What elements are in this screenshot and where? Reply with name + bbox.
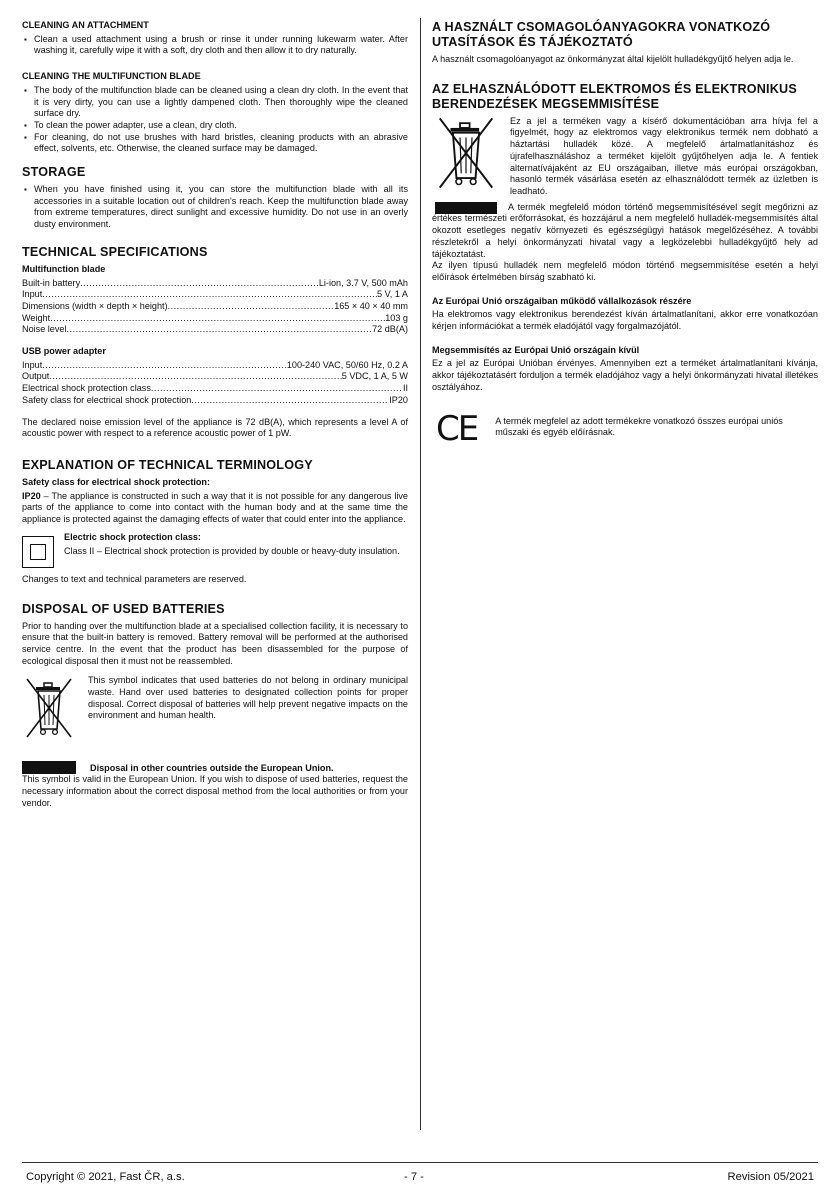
adapter-specs-table bbox=[22, 360, 408, 407]
cleaning-blade-list bbox=[22, 85, 408, 155]
battery-symbol-block bbox=[22, 677, 408, 739]
footer-copyright: Copyright © 2021, Fast ČR, a.s. bbox=[26, 1171, 185, 1183]
outside-eu-heading: Megsemmisítés az Európai Unió országain kívül bbox=[432, 344, 640, 355]
noise-note: The declared noise emission level of the appliance is 72 dB(A), which represents a level A of acoustic power with respect to a reference acoustic power of 1 pW. bbox=[22, 416, 408, 439]
storage-list bbox=[22, 184, 408, 231]
black-bar-icon bbox=[22, 761, 76, 774]
class-ii-block bbox=[22, 532, 408, 568]
weee-text-3: Az ilyen típusú hulladék nem megfelelő módon történő megsemmisítése esetén a helyi előírások értelmében bírság szabható ki. bbox=[432, 260, 818, 282]
safety-class-heading: Safety class for electrical shock protection: bbox=[22, 476, 211, 487]
changes-note: Changes to text and technical parameters are reserved. bbox=[22, 573, 247, 584]
packaging-heading: A HASZNÁLT CSOMAGOLÓANYAGOKRA VONATKOZÓ UTASÍTÁSOK ÉS TÁJÉKOZTATÓ bbox=[432, 20, 771, 49]
eu-business-text: Ha elektromos vagy elektronikus berendezést kíván ártalmatlanítani, akkor erre vonatkozóan kérjen információkat a termék eladójától vagy forgalmazójától. bbox=[432, 309, 818, 332]
spec-row: Dimensions (width × depth × height) ..... 165 × 40 × 40 mm bbox=[22, 301, 408, 313]
adapter-specs-heading: USB power adapter bbox=[22, 346, 106, 357]
footer-rule bbox=[22, 1162, 818, 1163]
other-countries-text: This symbol is valid in the European Union. If you wish to dispose of used batteries, request the necessary information about the correct disposal method from the local authorities or from your vendor. bbox=[22, 774, 408, 808]
spec-row: Output ..... 5 VDC, 1 A, 5 W bbox=[22, 371, 408, 383]
left-column bbox=[22, 20, 408, 809]
spec-row: Safety class for electrical shock protection ..... IP20 bbox=[22, 395, 408, 407]
class-heading: Electric shock protection class: bbox=[64, 531, 201, 542]
battery-symbol-text: This symbol indicates that used batteries do not belong in ordinary municipal waste. Hand over used batteries to designated collection points for proper disposal. Correct disposal of batteries will help prevent negative impacts on the environment and human health. bbox=[88, 675, 408, 721]
outside-eu-text: Ez a jel az Európai Unióban érvényes. Amennyiben ezt a terméket ártalmatlanítani kívánja, akkor tájékoztatásért forduljon a termék eladójához vagy a helyi önkormányzati hivatal illetékes osztályához. bbox=[432, 358, 818, 392]
eu-business-heading: Az Európai Unió országaiban működő vállalkozások részére bbox=[432, 295, 692, 306]
batteries-intro: Prior to handing over the multifunction blade at a specialised collection facility, it is necessary to ensure that the built-in battery is removed. Battery removal will be performed at the authorised service centre. In the event that the product has been disassembled for the purpose of ecological disposal then it must not be reassembled. bbox=[22, 620, 408, 666]
weee-heading: AZ ELHASZNÁLÓDOTT ELEKTROMOS ÉS ELEKTRONIKUS BERENDEZÉSEK MEGSEMMISÍTÉSE bbox=[432, 81, 797, 111]
spec-row: Built-in battery ..... Li-ion, 3.7 V, 500 mAh bbox=[22, 278, 408, 290]
ce-text: A termék megfelel az adott termékekre vonatkozó összes európai uniós műszaki és egyéb előírásnak. bbox=[495, 415, 783, 438]
blade-specs-table bbox=[22, 278, 408, 337]
cleaning-attachment-heading: CLEANING AN ATTACHMENT bbox=[22, 20, 149, 30]
spec-row: Input ..... 5 V, 1 A bbox=[22, 289, 408, 301]
other-countries-heading-row bbox=[22, 761, 408, 774]
crossed-bin-icon bbox=[24, 677, 74, 739]
spec-row: Noise level ..... 72 dB(A) bbox=[22, 324, 408, 336]
ce-block bbox=[432, 408, 818, 449]
batteries-heading: DISPOSAL OF USED BATTERIES bbox=[22, 601, 225, 616]
list-item: ▪ The body of the multifunction blade can be cleaned using a clean dry cloth. In the event that it is very dirty, you can use a lightly dampened cloth. Then thoroughly wipe the cleaned surface dry. bbox=[22, 85, 408, 120]
terminology-heading: EXPLANATION OF TECHNICAL TERMINOLOGY bbox=[22, 457, 313, 472]
list-item: ▪ Clean a used attachment using a brush or rinse it under running lukewarm water. After washing it, carefully wipe it with a soft, dry cloth and then allow it to dry naturally. bbox=[22, 34, 408, 57]
cleaning-blade-heading: CLEANING THE MULTIFUNCTION BLADE bbox=[22, 71, 201, 82]
storage-heading: STORAGE bbox=[22, 165, 86, 180]
spec-row: Input ..... 100-240 VAC, 50/60 Hz, 0.2 A bbox=[22, 360, 408, 372]
spec-row: Weight ..... 103 g bbox=[22, 313, 408, 325]
class-text: Class II – Electrical shock protection is provided by double or heavy-duty insulation. bbox=[64, 545, 400, 556]
ce-mark-icon: CE bbox=[436, 408, 478, 449]
list-item: ▪ For cleaning, do not use brushes with hard bristles, cleaning products with an abrasive effect, solvents, etc. Otherwise, the cleaned surface may be damaged. bbox=[22, 132, 408, 155]
footer-revision: Revision 05/2021 bbox=[727, 1171, 814, 1183]
ip20-label: IP20 bbox=[22, 490, 41, 501]
packaging-text: A használt csomagolóanyagot az önkormányzat által kijelölt hulladékgyűjtő helyen adja le. bbox=[432, 54, 794, 64]
cleaning-attachment-list bbox=[22, 34, 408, 57]
list-item: ▪ When you have finished using it, you can store the multifunction blade with all its accessories in a suitable location out of children's reach. Keep the multifunction blade away from extreme temperatures, direct sunlight and excessive humidity. Do not use in an overly dusty environment. bbox=[22, 184, 408, 231]
crossed-bin-icon bbox=[434, 116, 498, 190]
right-column bbox=[432, 20, 818, 449]
spec-row: Electrical shock protection class ..... II bbox=[22, 383, 408, 395]
list-item: ▪ To clean the power adapter, use a clean, dry cloth. bbox=[22, 120, 408, 132]
blade-specs-heading: Multifunction blade bbox=[22, 263, 106, 274]
ip20-paragraph: IP20 – The appliance is constructed in such a way that it is not possible for any dangerous live parts of the appliance to come into contact with the human body and at the same time the appliance is protected against the damaging effects of water that could enter into the appliance. bbox=[22, 490, 408, 525]
column-divider bbox=[420, 18, 421, 1130]
class-ii-double-square-icon bbox=[22, 536, 54, 568]
weee-text-2: A termék megfelelő módon történő megsemmisítésével segít megőrizni az értékes természeti erőforrásokat, és hozzájárul a nem megfelelő hulladék-megsemmisítés által okozott esetleges negatív környezeti és egészségügyi hatások megelőzéséhez. A további részletekről a helyi önkormányzati hivatal vagy a legközelebbi hulladékgyűjtő hely ad tájékoztatást. bbox=[432, 201, 818, 259]
black-bar-icon bbox=[435, 202, 497, 214]
tech-specs-heading: TECHNICAL SPECIFICATIONS bbox=[22, 244, 208, 259]
weee-symbol-text: Ez a jel a terméken vagy a kísérő dokumentációban arra hívja fel a figyelmét, hogy az elektromos vagy elektronikus termék nem dobható a háztartási hulladék közé. A megfelelő ártalmatlanításhoz és újrafelhasználáshoz a terméket kijelölt gyűjtőhelyen adja le. A fentiek alternatívájaként az EU országaiban, illetve más európai országokban, hasonló termék vásárlása esetén az elhasználódott termék az üzletben is leadható. bbox=[510, 115, 818, 196]
weee-symbol-block bbox=[432, 116, 818, 214]
other-countries-heading: Disposal in other countries outside the European Union. bbox=[90, 762, 334, 773]
footer-page-number: - 7 - bbox=[404, 1171, 424, 1183]
